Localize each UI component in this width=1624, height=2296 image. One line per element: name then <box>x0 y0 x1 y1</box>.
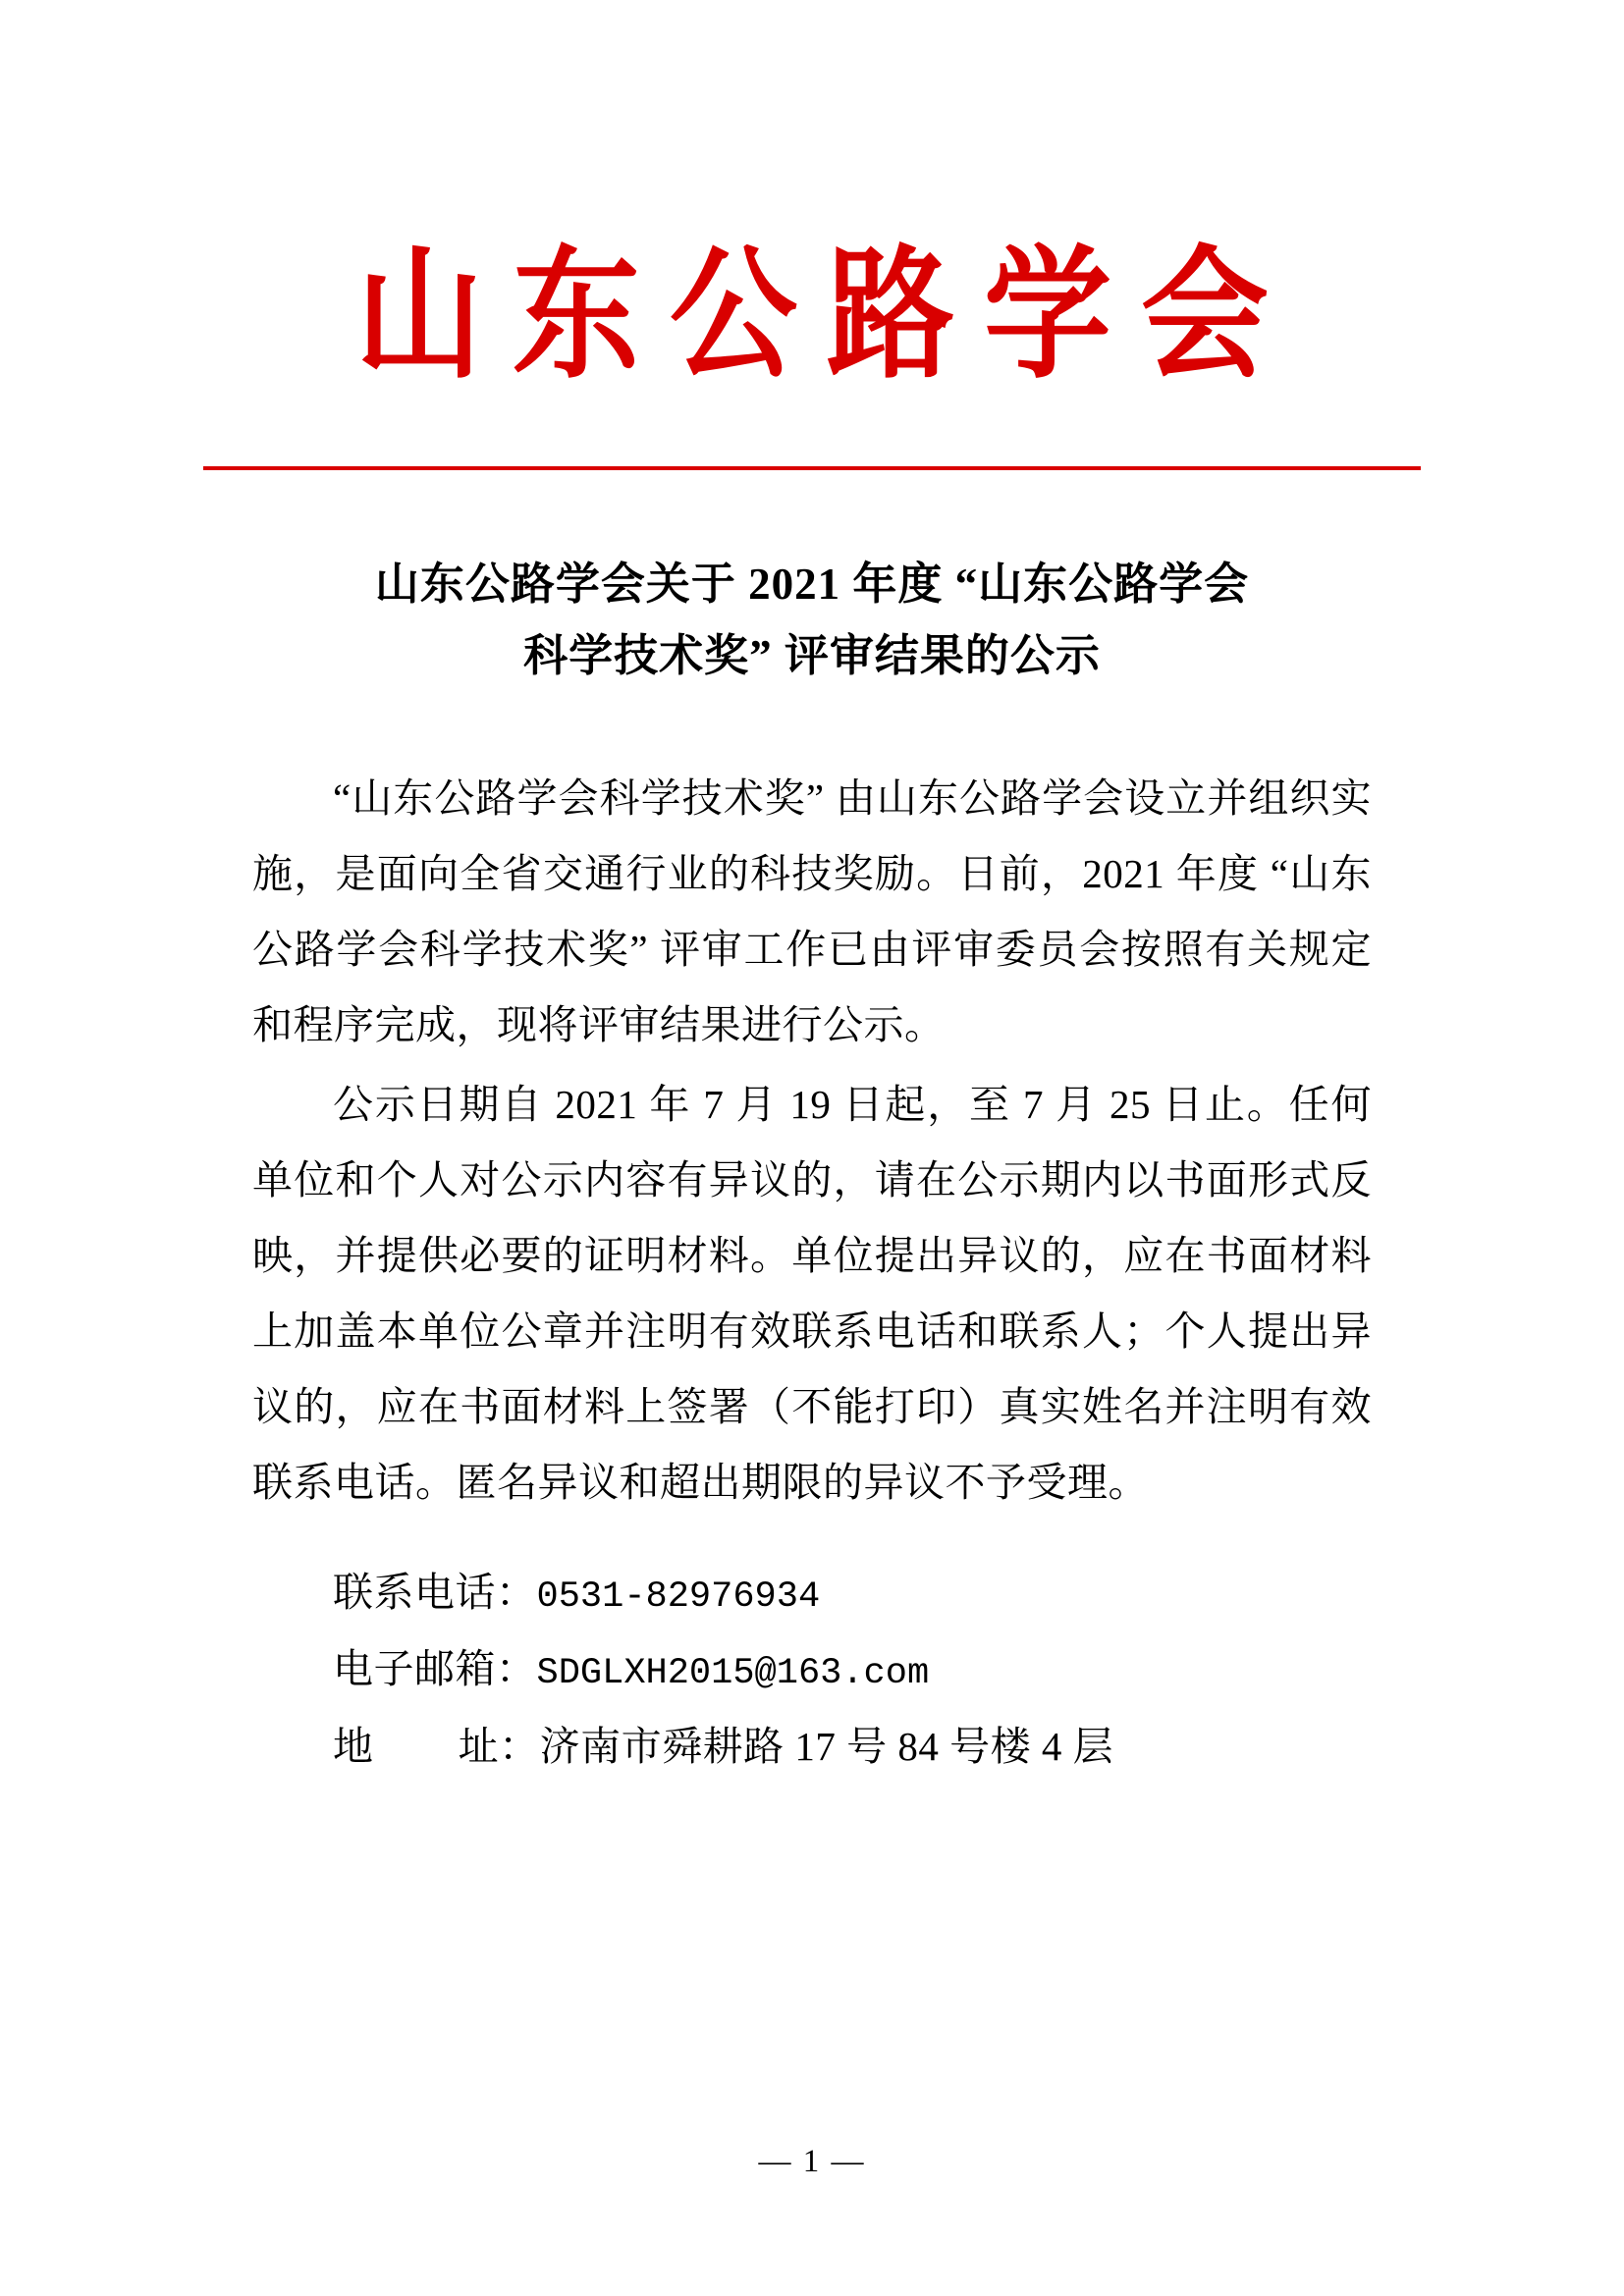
contact-info-list <box>252 1555 1372 1785</box>
body-paragraph: “山东公路学会科学技术奖” 由山东公路学会设立并组织实施，是面向全省交通行业的科技奖励。日前，2021 年度 “山东公路学会科学技术奖” 评审工作已由评审委员会按照有关规定和程序完成，现将评审结果进行公示。 <box>252 774 1372 1048</box>
contact-phone-label: 联系电话： <box>333 1569 537 1615</box>
contact-email-value: SDGLXH2015@163.com <box>536 1653 930 1695</box>
contact-email-label: 电子邮箱： <box>333 1646 537 1692</box>
page-title <box>257 549 1367 692</box>
page-title-line-1: 山东公路学会关于 2021 年度 “山东公路学会 <box>374 560 1250 609</box>
contact-address-label-suffix: 址： <box>458 1723 540 1769</box>
body-paragraph: 公示日期自 2021 年 7 月 19 日起，至 7 月 25 日止。任何单位和个人对公示内容有异议的，请在公示期内以书面形式反映，并提供必要的证明材料。单位提出异议的，应在书面材料上加盖本单位公章并注明有效联系电话和联系人；个人提出异议的，应在书面材料上签署（不能打印）真实姓名并注明有效联系电话。匿名异议和超出期限的异议不予受理。 <box>252 1082 1372 1506</box>
letterhead-divider <box>203 466 1421 470</box>
contact-email-line <box>252 1631 1372 1709</box>
contact-address-line <box>252 1709 1372 1785</box>
contact-address-label: 地 <box>333 1723 374 1769</box>
contact-address-value: 济南市舜耕路 17 号 84 号楼 4 层 <box>539 1723 1114 1769</box>
page-title-line-2: 科学技术奖” 评审结果的公示 <box>523 630 1101 680</box>
page-number: — 1 — <box>758 2144 866 2179</box>
contact-phone-value: 0531-82976934 <box>536 1575 821 1618</box>
letterhead <box>203 0 1421 470</box>
contact-phone-line <box>252 1555 1372 1632</box>
document-body <box>252 761 1372 1785</box>
letterhead-organization-name: 山东公路学会 <box>354 238 1298 397</box>
